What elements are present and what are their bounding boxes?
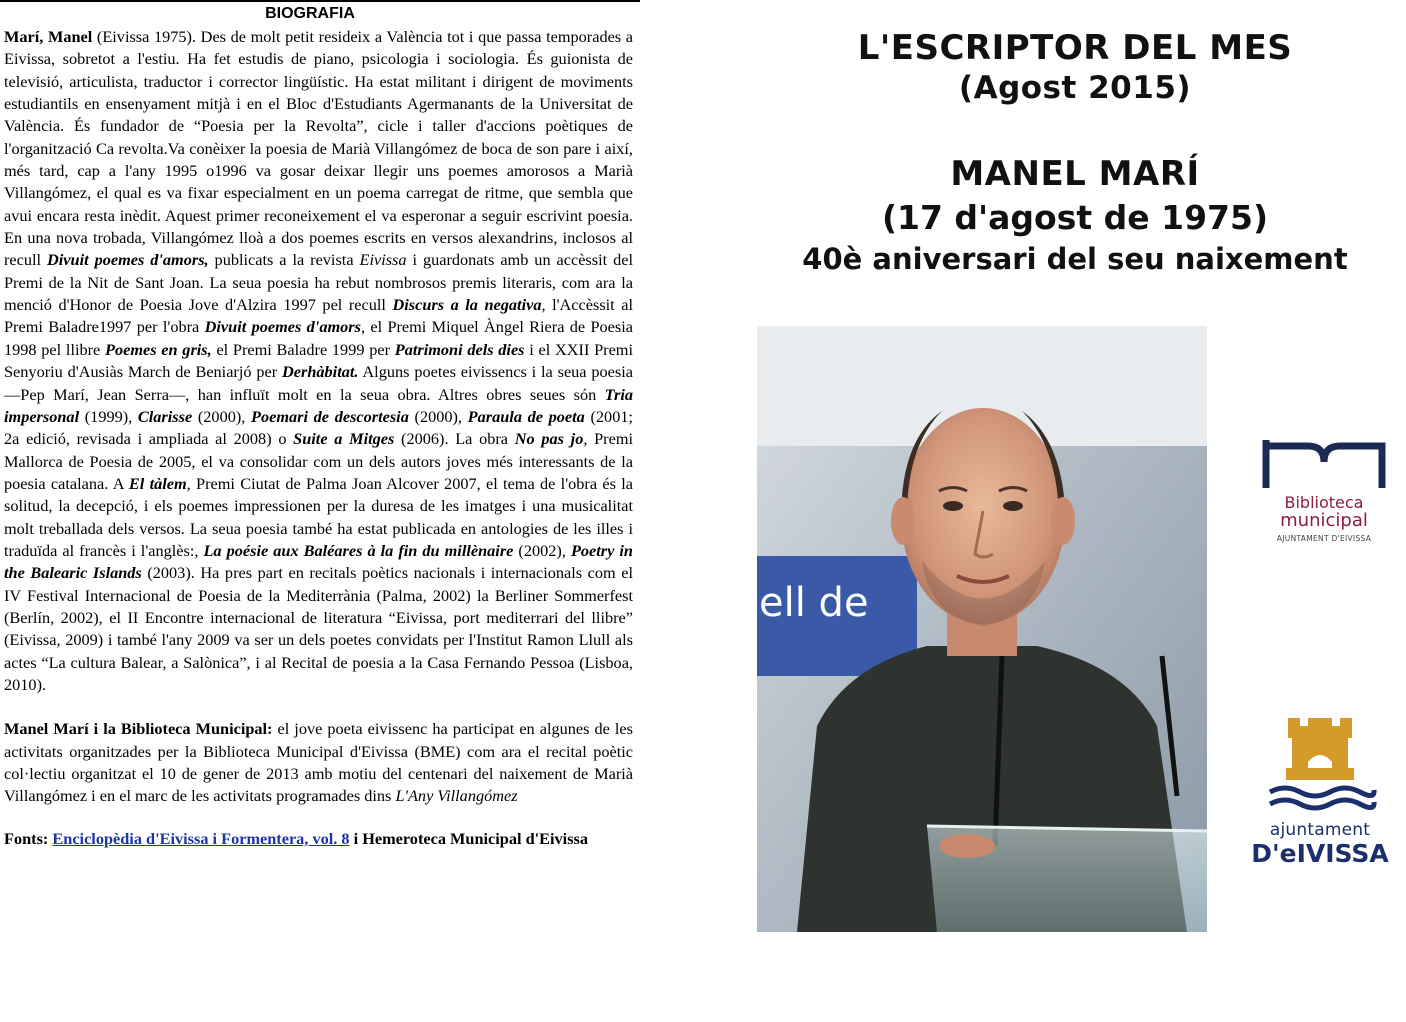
bio-text-run: (Eivissa 1975). Des de molt petit resideix a València tot i que passa temporades a Eivissa, sobretot a l'estiu. Ha fet estudis de piano, psicologia i sociologia. És guionista de televisió, articulista, traductor i corrector lingüístic. Ha estat militant i dirigent de moviments estudiantils en ensenyament mitjà i en el Bloc d'Estudiants Agermanants de la Universitat de València. És fundador de “Poesia per la Revolta”, cicle i taller d'accions poètiques de l'organització Ca revolta.Va conèixer la poesia de Marià Villangómez de boca de son pare i així, més tard, cap a l'any 1995 o1996 va gosar deixar llegir uns poemes amorosos a Marià Villangómez, el qual es va fixar especialment en un poema carregat de ritme, que sembla que avui encara resta inèdit. Aquest primer reconeixement el va esperonar a seguir escrivint poesia. En una nova trobada, Villangómez lloà a dos poemes escrits en versos alexandrins, inclosos al recull [4, 27, 634, 270]
bio-text-run: el Premi Baladre 1999 per [211, 339, 395, 359]
castle-icon [1250, 710, 1390, 820]
event-title: L'Any Villangómez [395, 786, 518, 806]
bio-text-run: (2000), [408, 406, 468, 426]
library-lead: Manel Marí i la Biblioteca Municipal: [4, 719, 273, 739]
bio-text-run: (2002), [513, 540, 571, 560]
work-title: El tàlem [128, 473, 187, 493]
bio-text-run: i el XXII Premi Senyoriu d'Ausiàs March de Beniarjó per [4, 339, 633, 382]
bio-text-run: (2003). Ha pres part en recitals poètics nacionals i internacionals com el IV Festival Internacional de Poesia de la Mediterrània (Palma, 2002) la Berliner Sommerfest (Berlín, 2002), el II Encontre internacional de literatura “Eivissa, port mediterrari del llibre” (Eivissa, 2009) i també l'any 2009 va ser un dels poetes convidats per l'Institut Ramon Llull als actes “La cultura Balear, a Salònica”, i al Recital de poesia a la Casa Fernando Pessoa (Lisboa, 2010). [4, 563, 634, 694]
work-title: Paraula de poeta [467, 406, 585, 426]
bio-text-run: , Premi Ciutat de Palma Joan Alcover 2007, el tema de l'obra és la solitud, la decepció, i els poemes impressionen per la duresa de les imatges i una musicalitat molt treballada dels versos. La seua poesia també ha estat publicada en antologies de les illes i traduïda al francès i l'anglès:, [4, 473, 634, 560]
bio-text-run: publicats a la revista [208, 250, 360, 270]
library-paragraph [4, 718, 633, 807]
paragraph-spacer [4, 808, 633, 828]
ajuntament-small: AJUNTAMENT D'EIVISSA [1276, 534, 1372, 543]
title-date: (Agost 2015) [958, 70, 1192, 106]
source-link[interactable]: Enciclopèdia d'Eivissa i Formentera, vol. 8 [52, 828, 350, 848]
author-heading: MANEL MARÍ [950, 154, 1200, 194]
bio-text-run: el jove poeta eivissenc ha participat en algunes de les activitats organitzades per la Biblioteca Municipal d'Eivissa (BME) com ara el recital poètic col·lectiu organitzat el 10 de gener de 2013 amb motiu del centenari del naixement de Marià Villangómez i en el marc de les activitats programades dins [4, 719, 633, 806]
anniversary-subtitle: 40è aniversari del seu naixement [802, 242, 1348, 276]
bio-text-run: (1999), [79, 406, 138, 426]
biography-column [0, 0, 640, 1022]
birth-date: (17 d'agost de 1975) [881, 198, 1269, 237]
biblioteca-municipal-logo [1248, 436, 1400, 566]
work-title: Clarisse [137, 406, 193, 426]
backdrop-text: ell de [759, 580, 869, 626]
biography-paragraph [4, 26, 633, 696]
sources-line [4, 828, 633, 850]
work-title: Discurs a la negativa [392, 295, 542, 315]
bio-text-run: , l'Accèssit al Premi Baladre1997 per l'obra [4, 295, 633, 337]
work-title: Poemari de descortesia [251, 406, 409, 426]
author-name: Marí, Manel [4, 27, 93, 46]
author-photo [757, 326, 1207, 932]
work-title: Divuit poemes d'amors, [47, 250, 209, 270]
bio-text-run: , Premi Mallorca de Poesia de 2005, el va consolidar com un dels autors joves més interessants de la poesia catalana. A [4, 429, 634, 493]
book-icon [1248, 436, 1400, 494]
biography-text [4, 26, 633, 850]
bio-text-run: , el Premi Miquel Àngel Riera de Poesia 1998 pel llibre [4, 317, 633, 359]
work-title: Poemes en gris, [105, 339, 212, 359]
biography-heading: BIOGRAFIA [265, 5, 355, 22]
work-title: Divuit poemes d'amors [204, 317, 361, 337]
paragraph-spacer [4, 696, 633, 718]
work-title: No pas jo [514, 429, 584, 449]
ajuntament-word: ajuntament [1269, 820, 1371, 840]
biblioteca-word: Biblioteca [1284, 493, 1364, 512]
work-title: Poetry in the Balearic Islands [4, 540, 633, 583]
bio-text-run: (2001; 2a edició, revisada i ampliada al 2008) o [4, 406, 634, 449]
bio-text-run: (2000), [192, 406, 252, 426]
work-title: Patrimoni dels dies [394, 339, 525, 359]
magazine-title: Eivissa [359, 250, 407, 270]
bio-text-run: i guardonats amb un accèssit del Premi de la Nit de Sant Joan. La seua poesia ha rebut nombrosos premis literaris, com ara la menció d'Honor de Poesia Jove d'Alzira 1997 pel recull [4, 250, 633, 315]
sources-label: Fonts: [4, 828, 49, 848]
title-escriptor: L'ESCRIPTOR DEL MES [857, 28, 1293, 68]
bio-text-run: Alguns poetes eivissencs i la seua poesia —Pep Marí, Jean Serra—, han influït molt en la seua obra. Altres obres seues són [4, 362, 633, 404]
ajuntament-eivissa-logo [1250, 710, 1390, 870]
work-title: Suite a Mitges [293, 429, 395, 449]
work-title: Derhàbitat. [282, 362, 359, 382]
eivissa-word: D'eIVISSA [1251, 839, 1389, 868]
municipal-word: municipal [1280, 510, 1368, 531]
author-photo-illustration [757, 326, 1207, 932]
work-title: Tria impersonal [4, 384, 633, 426]
title-block [740, 24, 1406, 278]
bio-text-run: (2006). La obra [394, 429, 515, 449]
work-title: La poésie aux Baléares à la fin du millènaire [203, 540, 514, 560]
sources-rest: i Hemeroteca Municipal d'Eivissa [349, 828, 589, 848]
